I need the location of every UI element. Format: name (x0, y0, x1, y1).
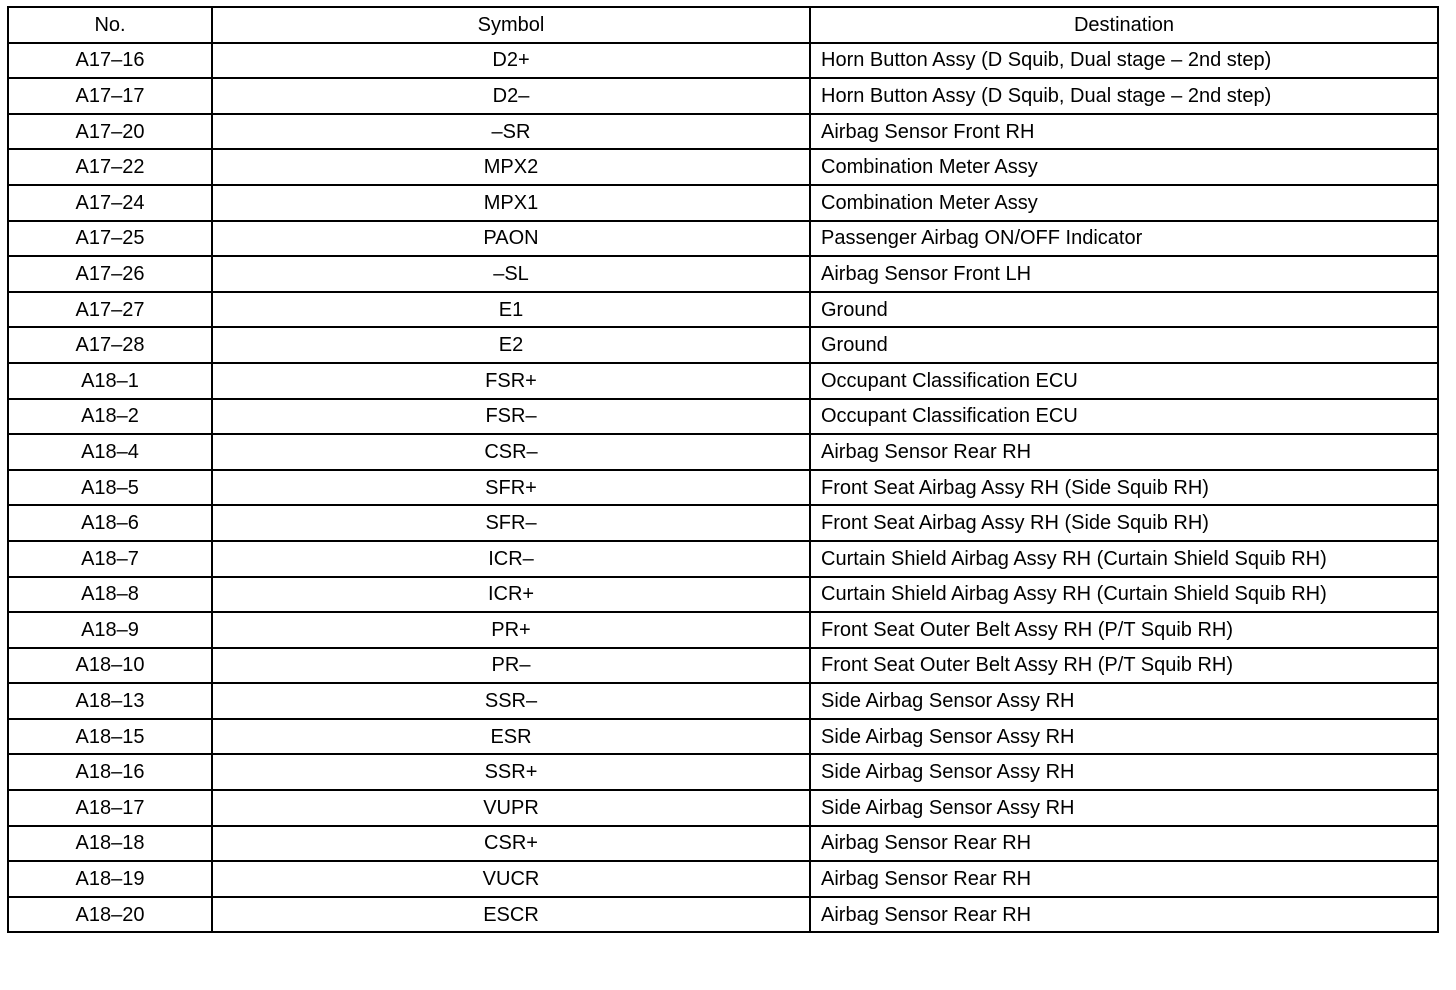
cell-destination: Front Seat Outer Belt Assy RH (P/T Squib RH) (810, 648, 1438, 684)
cell-no: A18–13 (8, 683, 212, 719)
cell-no: A17–22 (8, 149, 212, 185)
cell-destination: Airbag Sensor Rear RH (810, 897, 1438, 933)
cell-destination: Side Airbag Sensor Assy RH (810, 683, 1438, 719)
cell-destination: Airbag Sensor Rear RH (810, 826, 1438, 862)
cell-destination: Side Airbag Sensor Assy RH (810, 790, 1438, 826)
table-row (8, 292, 1438, 328)
cell-symbol: SFR– (212, 505, 810, 541)
cell-no: A18–2 (8, 399, 212, 435)
table-row (8, 505, 1438, 541)
table-row (8, 826, 1438, 862)
table-row (8, 114, 1438, 150)
header-no: No. (8, 7, 212, 43)
table-row (8, 648, 1438, 684)
cell-destination: Front Seat Airbag Assy RH (Side Squib RH) (810, 505, 1438, 541)
cell-symbol: PR– (212, 648, 810, 684)
cell-symbol: PR+ (212, 612, 810, 648)
cell-destination: Curtain Shield Airbag Assy RH (Curtain Shield Squib RH) (810, 577, 1438, 613)
header-row (8, 7, 1438, 43)
cell-destination: Front Seat Outer Belt Assy RH (P/T Squib RH) (810, 612, 1438, 648)
cell-symbol: CSR+ (212, 826, 810, 862)
cell-no: A18–19 (8, 861, 212, 897)
table-row (8, 754, 1438, 790)
cell-no: A18–7 (8, 541, 212, 577)
cell-no: A17–24 (8, 185, 212, 221)
table-row (8, 149, 1438, 185)
cell-no: A18–18 (8, 826, 212, 862)
cell-symbol: ESR (212, 719, 810, 755)
table-header (8, 7, 1438, 43)
cell-no: A17–28 (8, 327, 212, 363)
cell-destination: Ground (810, 327, 1438, 363)
cell-symbol: D2+ (212, 43, 810, 79)
table-row (8, 363, 1438, 399)
cell-symbol: SFR+ (212, 470, 810, 506)
cell-destination: Airbag Sensor Rear RH (810, 434, 1438, 470)
cell-no: A18–16 (8, 754, 212, 790)
cell-no: A18–8 (8, 577, 212, 613)
cell-symbol: PAON (212, 221, 810, 257)
cell-no: A17–17 (8, 78, 212, 114)
cell-destination: Horn Button Assy (D Squib, Dual stage – 2nd step) (810, 43, 1438, 79)
cell-symbol: SSR– (212, 683, 810, 719)
table-row (8, 719, 1438, 755)
cell-destination: Combination Meter Assy (810, 185, 1438, 221)
table-row (8, 43, 1438, 79)
table-row (8, 577, 1438, 613)
cell-symbol: ICR+ (212, 577, 810, 613)
table-row (8, 470, 1438, 506)
header-symbol: Symbol (212, 7, 810, 43)
table-row (8, 434, 1438, 470)
cell-no: A18–4 (8, 434, 212, 470)
cell-destination: Passenger Airbag ON/OFF Indicator (810, 221, 1438, 257)
cell-destination: Combination Meter Assy (810, 149, 1438, 185)
table-row (8, 221, 1438, 257)
cell-no: A17–16 (8, 43, 212, 79)
terminal-table-container (7, 6, 1437, 933)
cell-symbol: D2– (212, 78, 810, 114)
cell-symbol: FSR+ (212, 363, 810, 399)
table-row (8, 327, 1438, 363)
table-row (8, 185, 1438, 221)
cell-no: A18–1 (8, 363, 212, 399)
header-destination: Destination (810, 7, 1438, 43)
cell-destination: Occupant Classification ECU (810, 399, 1438, 435)
cell-no: A17–26 (8, 256, 212, 292)
cell-symbol: ICR– (212, 541, 810, 577)
cell-symbol: VUCR (212, 861, 810, 897)
cell-symbol: FSR– (212, 399, 810, 435)
cell-no: A17–20 (8, 114, 212, 150)
table-row (8, 399, 1438, 435)
table-row (8, 790, 1438, 826)
cell-symbol: MPX2 (212, 149, 810, 185)
cell-symbol: –SR (212, 114, 810, 150)
cell-symbol: –SL (212, 256, 810, 292)
cell-destination: Airbag Sensor Front RH (810, 114, 1438, 150)
cell-destination: Side Airbag Sensor Assy RH (810, 754, 1438, 790)
cell-destination: Occupant Classification ECU (810, 363, 1438, 399)
cell-destination: Airbag Sensor Rear RH (810, 861, 1438, 897)
cell-destination: Ground (810, 292, 1438, 328)
cell-symbol: SSR+ (212, 754, 810, 790)
cell-symbol: VUPR (212, 790, 810, 826)
terminal-table (7, 6, 1439, 933)
cell-destination: Front Seat Airbag Assy RH (Side Squib RH) (810, 470, 1438, 506)
cell-no: A17–25 (8, 221, 212, 257)
cell-symbol: ESCR (212, 897, 810, 933)
cell-no: A18–20 (8, 897, 212, 933)
cell-no: A18–6 (8, 505, 212, 541)
cell-no: A18–9 (8, 612, 212, 648)
cell-no: A18–15 (8, 719, 212, 755)
table-row (8, 541, 1438, 577)
cell-no: A18–5 (8, 470, 212, 506)
table-row (8, 78, 1438, 114)
table-row (8, 897, 1438, 933)
table-body (8, 43, 1438, 933)
table-row (8, 256, 1438, 292)
table-row (8, 861, 1438, 897)
cell-destination: Curtain Shield Airbag Assy RH (Curtain Shield Squib RH) (810, 541, 1438, 577)
cell-symbol: E1 (212, 292, 810, 328)
cell-destination: Side Airbag Sensor Assy RH (810, 719, 1438, 755)
cell-no: A17–27 (8, 292, 212, 328)
cell-destination: Airbag Sensor Front LH (810, 256, 1438, 292)
cell-no: A18–17 (8, 790, 212, 826)
cell-symbol: E2 (212, 327, 810, 363)
cell-symbol: MPX1 (212, 185, 810, 221)
table-row (8, 683, 1438, 719)
table-row (8, 612, 1438, 648)
cell-no: A18–10 (8, 648, 212, 684)
cell-symbol: CSR– (212, 434, 810, 470)
cell-destination: Horn Button Assy (D Squib, Dual stage – 2nd step) (810, 78, 1438, 114)
